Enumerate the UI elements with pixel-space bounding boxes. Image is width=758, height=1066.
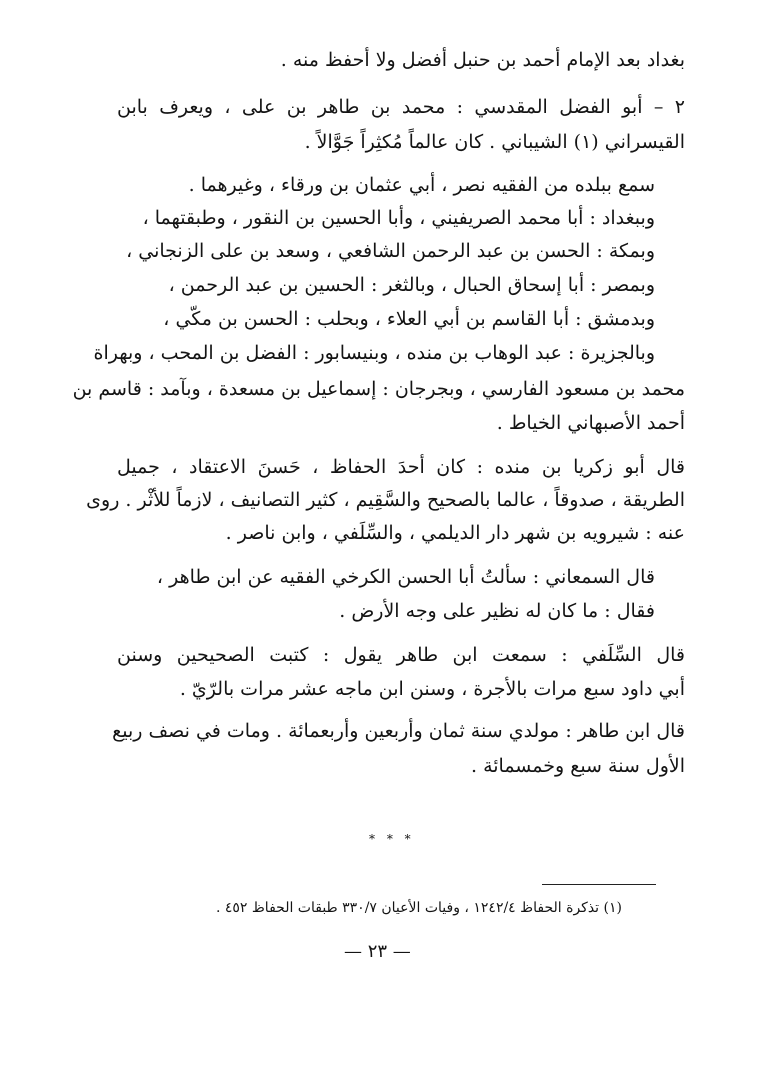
body-line-12: قال أبو زكريا بن منده : كان أحدَ الحفاظ ، حَسنَ الاعتقاد ، جميل [117, 456, 685, 478]
page-number: — ٢٣ — [344, 941, 411, 962]
body-line-10: محمد بن مسعود الفارسي ، وبجرجان : إسماعيل بن مسعدة ، وبآمد : قاسم بن [72, 378, 685, 400]
body-line-1: بغداد بعد الإمام أحمد بن حنبل أفضل ولا أحفظ منه . [280, 49, 685, 71]
body-line-3: القيسراني (١) الشيباني . كان عالماً مُكثِراً جَوَّالاً . [304, 131, 685, 153]
body-line-4: سمع ببلده من الفقيه نصر ، أبي عثمان بن ورقاء ، وغيرهما . [188, 174, 655, 196]
body-line-18: أبي داود سبع مرات بالأجرة ، وسنن ابن ماجه عشر مرات بالرّيّ . [179, 678, 685, 700]
section-ornament: * * * [369, 832, 415, 846]
body-line-16: فقال : ما كان له نظير على وجه الأرض . [339, 600, 655, 622]
body-line-14: عنه : شيرويه بن شهر دار الديلمي ، والسِّلَفي ، وابن ناصر . [225, 522, 685, 544]
footnote: (١) تذكرة الحفاظ ١٢٤٢/٤ ، وفيات الأعيان ٣٣٠/٧ طبقات الحفاظ ٤٥٢ . [215, 900, 622, 916]
body-line-5: وببغداد : أبا محمد الصريفيني ، وأبا الحسين بن النقور ، وطبقتهما ، [142, 207, 655, 229]
body-line-13: الطريقة ، صدوقاً ، عالما بالصحيح والسَّقِيم ، كثير التصانيف ، لازماً للأثْر . روى [86, 489, 685, 511]
body-line-7: وبمصر : أبا إسحاق الحبال ، وبالثغر : الحسين بن عبد الرحمن ، [168, 274, 655, 296]
body-line-19: قال ابن طاهر : مولدي سنة ثمان وأربعين وأربعمائة . ومات في نصف ربيع [112, 720, 685, 742]
body-line-11: أحمد الأصبهاني الخياط . [496, 412, 685, 434]
entry-heading-line: ٢ – أبو الفضل المقدسي : محمد بن طاهر بن على ، ويعرف بابن [117, 96, 685, 118]
body-line-15: قال السمعاني : سألتُ أبا الحسن الكرخي الفقيه عن ابن طاهر ، [156, 566, 655, 588]
body-line-9: وبالجزيرة : عبد الوهاب بن منده ، وبنيسابور : الفضل بن المحب ، وبهراة [93, 342, 655, 364]
body-line-6: وبمكة : الحسن بن عبد الرحمن الشافعي ، وسعد بن على الزنجاني ، [126, 240, 655, 262]
body-line-17: قال السِّلَفي : سمعت ابن طاهر يقول : كتبت الصحيحين وسنن [117, 644, 685, 666]
footnote-separator [542, 884, 656, 885]
body-line-20: الأول سنة سبع وخمسمائة . [470, 755, 685, 777]
body-line-8: وبدمشق : أبا القاسم بن أبي العلاء ، وبحلب : الحسن بن مكّي ، [163, 308, 655, 330]
